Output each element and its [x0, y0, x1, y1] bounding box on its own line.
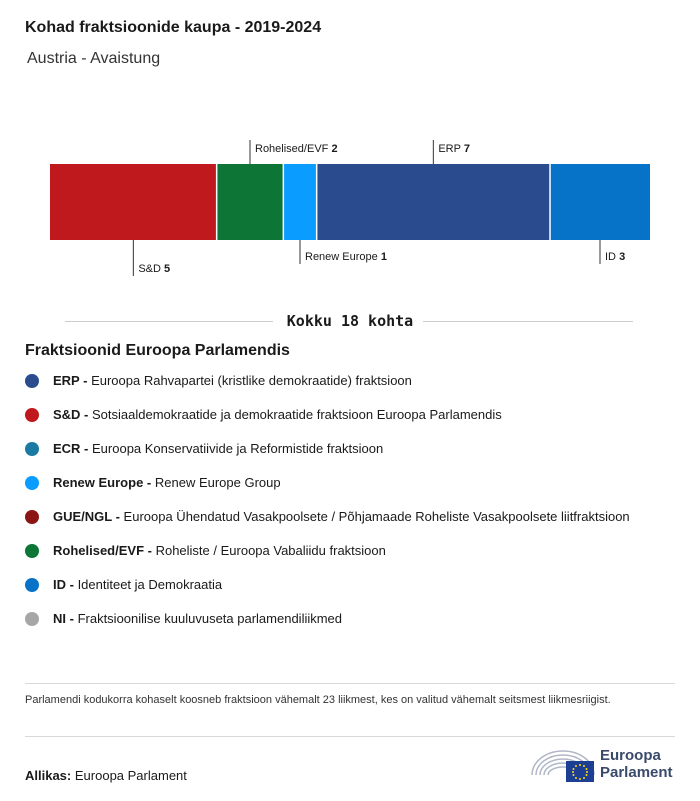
segment-label: ID 3 — [605, 251, 626, 263]
legend-item — [25, 372, 665, 390]
legend-abbr: ECR - — [53, 441, 92, 456]
legend-item — [25, 610, 665, 628]
legend-desc: Euroopa Konservatiivide ja Reformistide fraktsioon — [92, 441, 384, 456]
legend-abbr: GUE/NGL - — [53, 509, 124, 524]
legend-abbr: Renew Europe - — [53, 475, 155, 490]
source — [25, 768, 187, 783]
legend-item — [25, 508, 665, 526]
legend-desc: Euroopa Ühendatud Vasakpoolsete / Põhjamaade Roheliste Vasakpoolsete liitfraktsioon — [123, 509, 630, 524]
legend-desc: Roheliste / Euroopa Vabaliidu fraktsioon — [155, 543, 386, 558]
legend-abbr: S&D - — [53, 407, 92, 422]
logo-line1: Euroopa — [600, 747, 661, 764]
legend-dot-icon — [25, 442, 39, 456]
segment-label: S&D 5 — [138, 263, 171, 275]
legend — [25, 372, 665, 644]
legend-desc: Euroopa Rahvapartei (kristlike demokraatide) fraktsioon — [91, 373, 412, 388]
legend-dot-icon — [25, 612, 39, 626]
chart-title: Kohad fraktsioonide kaupa - 2019-2024 — [25, 19, 322, 36]
legend-desc: Fraktsioonilise kuuluvuseta parlamendiliikmed — [77, 611, 343, 626]
total-seats-label: Kokku 18 kohta — [286, 312, 414, 330]
footnote: Parlamendi kodukorra kohaselt koosneb fraktsioon vähemalt 23 liikmest, kes on valitud vähemalt seitsmest liikmesriigist. — [25, 694, 611, 706]
legend-abbr: NI - — [53, 611, 78, 626]
legend-abbr: Rohelised/EVF - — [53, 543, 156, 558]
legend-title: Fraktsioonid Euroopa Parlamendis — [25, 342, 290, 359]
legend-desc: Sotsiaaldemokraatide ja demokraatide fraktsioon Euroopa Parlamendis — [92, 407, 502, 422]
european-parliament-logo — [530, 745, 680, 787]
source-label: Allikas: — [25, 768, 72, 783]
bar-segment-1 — [217, 164, 284, 240]
segment-label: Renew Europe 1 — [305, 251, 387, 263]
legend-item — [25, 440, 665, 458]
source-value: Euroopa Parlament — [74, 768, 187, 783]
legend-desc: Identiteet ja Demokraatia — [77, 577, 223, 592]
footnote-divider-top — [25, 683, 675, 684]
european-parliament-logo-icon — [530, 745, 596, 785]
legend-abbr: ID - — [53, 577, 78, 592]
segment-label: ERP 7 — [438, 143, 470, 155]
legend-item — [25, 474, 665, 492]
legend-dot-icon — [25, 408, 39, 422]
legend-item — [25, 542, 665, 560]
logo-line2: Parlament — [600, 764, 673, 781]
legend-item — [25, 406, 665, 424]
legend-dot-icon — [25, 476, 39, 490]
footnote-divider-bottom — [25, 736, 675, 737]
legend-abbr: ERP - — [53, 373, 92, 388]
legend-dot-icon — [25, 578, 39, 592]
segment-label: Rohelised/EVF 2 — [255, 143, 338, 155]
bar-segment-2 — [283, 164, 316, 240]
legend-dot-icon — [25, 374, 39, 388]
legend-dot-icon — [25, 544, 39, 558]
bar-segment-0 — [50, 164, 217, 240]
legend-item — [25, 576, 665, 594]
bar-segment-4 — [550, 164, 650, 240]
seat-distribution-chart — [0, 130, 700, 290]
bar-segment-3 — [317, 164, 550, 240]
legend-desc: Renew Europe Group — [154, 475, 281, 490]
legend-dot-icon — [25, 510, 39, 524]
logo-text — [600, 747, 673, 781]
chart-subtitle: Austria - Avaistung — [27, 50, 161, 67]
